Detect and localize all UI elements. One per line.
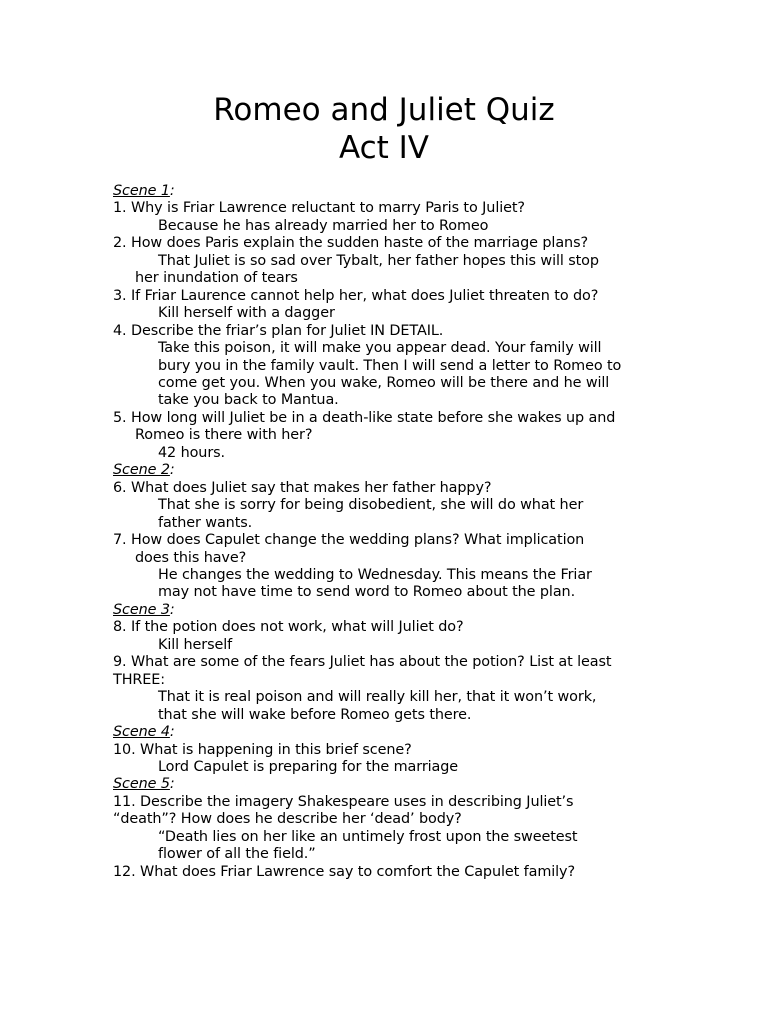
answer-line: Take this poison, it will make you appear dead. Your family will	[158, 340, 602, 357]
question-line: 9. What are some of the fears Juliet has about the potion? List at least	[113, 654, 612, 671]
scene-heading	[113, 724, 673, 741]
quiz-title: Romeo and Juliet Quiz	[213, 92, 555, 128]
scene-label: Scene 4	[113, 724, 170, 741]
question-line: 12. What does Friar Lawrence say to comfort the Capulet family?	[113, 863, 575, 880]
question-line: 11. Describe the imagery Shakespeare uses in describing Juliet’s	[113, 793, 574, 810]
answer-line: That she is sorry for being disobedient, she will do what her	[158, 497, 584, 514]
answer-line: father wants.	[158, 514, 253, 531]
scene-colon: :	[169, 183, 175, 199]
question-line: 2. How does Paris explain the sudden haste of the marriage plans?	[113, 235, 589, 252]
quiz-subtitle: Act IV	[338, 130, 430, 166]
question-line: 5. How long will Juliet be in a death-like state before she wakes up and	[113, 409, 616, 426]
question-line: 4. Describe the friar’s plan for Juliet IN DETAIL.	[113, 322, 444, 339]
question-line: “death”? How does he describe her ‘dead’ body?	[113, 811, 462, 828]
scene-colon: :	[169, 776, 175, 793]
quiz-body	[113, 183, 673, 881]
scene-colon: :	[169, 462, 175, 479]
question-line: Romeo is there with her?	[135, 427, 313, 444]
answer-line: He changes the wedding to Wednesday. This means the Friar	[158, 566, 592, 583]
question-line: 1. Why is Friar Lawrence reluctant to marry Paris to Juliet?	[113, 200, 525, 217]
scene-label: Scene 2	[113, 462, 170, 479]
scene-heading	[113, 776, 673, 793]
question-line: 7. How does Capulet change the wedding plans? What implication	[113, 532, 585, 549]
answer-line: Because he has already married her to Romeo	[158, 217, 489, 234]
scene-label: Scene 1	[113, 183, 170, 199]
answer-line: come get you. When you wake, Romeo will be there and he will	[158, 374, 610, 391]
question-line: 8. If the potion does not work, what will Juliet do?	[113, 619, 464, 636]
answer-line: Kill herself	[158, 636, 233, 653]
answer-line: Lord Capulet is preparing for the marriage	[158, 758, 459, 775]
answer-line: take you back to Mantua.	[158, 392, 339, 409]
question-line: 10. What is happening in this brief scene?	[113, 741, 412, 758]
answer-line: That it is real poison and will really kill her, that it won’t work,	[158, 689, 597, 706]
question-line: 3. If Friar Laurence cannot help her, what does Juliet threaten to do?	[113, 287, 599, 304]
scene-label: Scene 5	[113, 776, 170, 793]
question-line: does this have?	[135, 549, 247, 566]
answer-line: flower of all the field.”	[158, 846, 316, 863]
scene-heading	[113, 602, 673, 619]
scene-heading	[113, 183, 673, 200]
answer-line: may not have time to send word to Romeo about the plan.	[158, 584, 576, 601]
answer-line: that she will wake before Romeo gets there.	[158, 706, 472, 723]
answer-line: That Juliet is so sad over Tybalt, her father hopes this will stop	[158, 252, 599, 269]
question-line: 6. What does Juliet say that makes her father happy?	[113, 479, 492, 496]
answer-line: her inundation of tears	[135, 270, 298, 287]
question-line: THREE:	[113, 671, 166, 688]
answer-line: “Death lies on her like an untimely frost upon the sweetest	[158, 828, 578, 845]
scene-heading	[113, 462, 673, 479]
scene-label: Scene 3	[113, 601, 170, 618]
answer-line: 42 hours.	[158, 444, 226, 461]
answer-line: bury you in the family vault. Then I will send a letter to Romeo to	[158, 357, 622, 374]
scene-colon: :	[169, 724, 175, 741]
answer-line: Kill herself with a dagger	[158, 305, 335, 322]
scene-colon: :	[169, 601, 175, 618]
